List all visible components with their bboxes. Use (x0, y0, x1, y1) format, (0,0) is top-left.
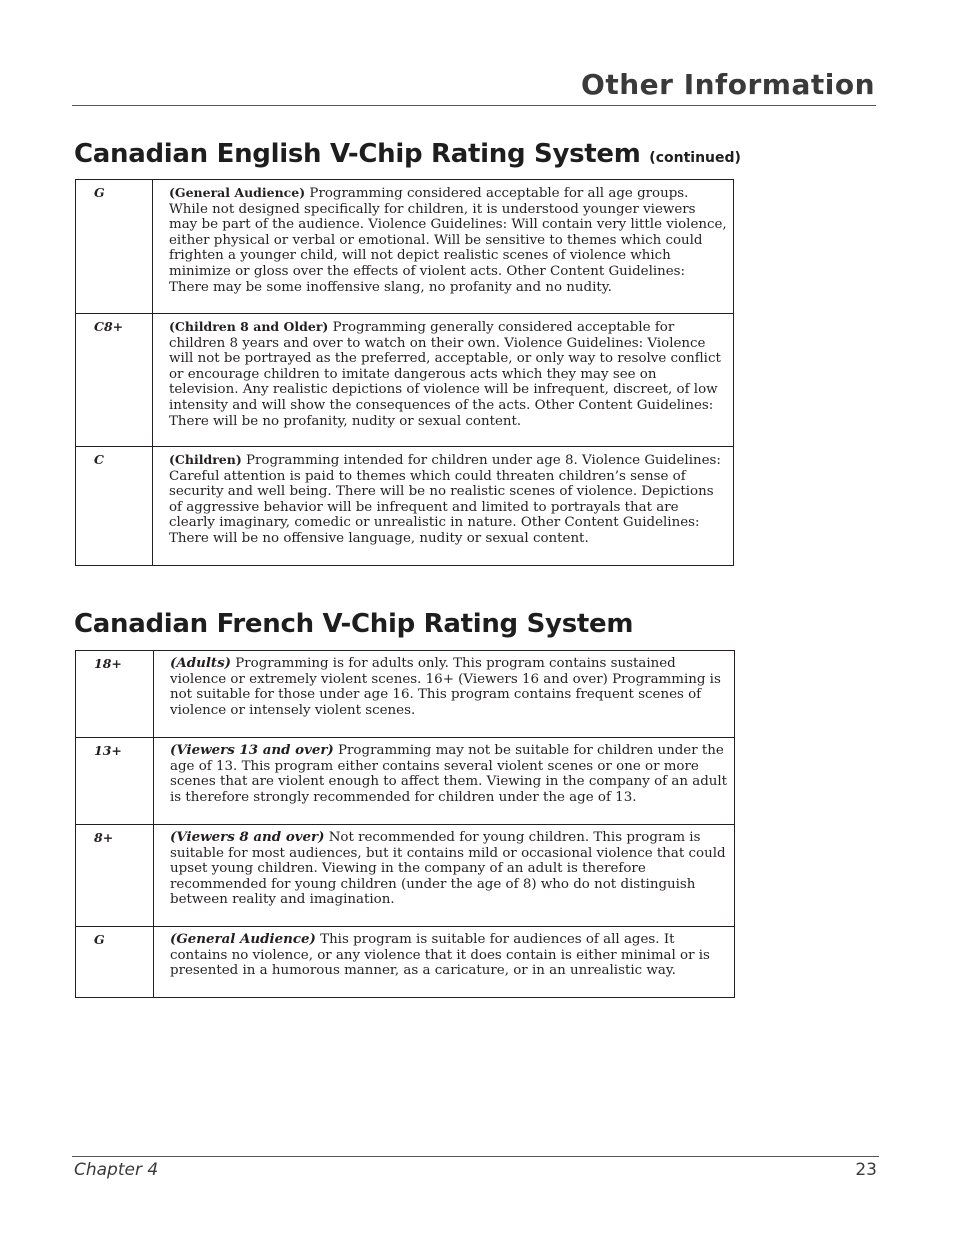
rating-code: G (76, 180, 153, 314)
table-row (76, 825, 735, 927)
rating-text: Programming generally considered acceptable for children 8 years and over to watch on their own. Violence Guidelines: Violence will not be portrayed as the preferred, acceptable, or only way to resolve conflict or encourage children to imitate dangerous acts which they may see on television. Any realistic depictions of violence will be infrequent, discreet, of low intensity and will show the consequences of the acts. Other Content Guidelines: There will be no profanity, nudity or sexual content. (169, 320, 721, 429)
english-title-suffix: (continued) (649, 150, 741, 166)
french-title-text: Canadian French V-Chip Rating System (74, 609, 634, 639)
footer-divider (72, 1156, 879, 1157)
rating-description (153, 314, 734, 447)
rating-lead: (Adults) (170, 655, 231, 671)
table-row (76, 314, 734, 447)
rating-description (154, 651, 735, 738)
rating-lead: (General Audience) (170, 931, 316, 947)
rating-description (154, 927, 735, 998)
rating-description (154, 738, 735, 825)
table-row (76, 180, 734, 314)
table-row (76, 738, 735, 825)
rating-code: 8+ (76, 825, 154, 927)
rating-lead: (Children 8 and Older) (169, 319, 329, 334)
rating-code: C (76, 447, 153, 566)
table-row (76, 927, 735, 998)
rating-text: Not recommended for young children. This program is suitable for most audiences, but it contains mild or occasional violence that could upset young children. Viewing in the company of an adult is therefore recommended for young children (under the age of 8) who do not distinguish between reality and imagination. (170, 830, 726, 908)
french-section-title (74, 609, 633, 639)
table-row (76, 447, 734, 566)
rating-description (153, 447, 734, 566)
rating-text: Programming intended for children under age 8. Violence Guidelines: Careful attention is paid to themes which could threaten children’s sense of security and well being. There will be no realistic scenes of violence. Depictions of aggressive behavior will be infrequent and limited to portrayals that are clearly imaginary, comedic or unrealistic in nature. Other Content Guidelines: There will be no offensive language, nudity or sexual content. (169, 453, 721, 546)
footer-page-number: 23 (855, 1160, 877, 1180)
footer-chapter: Chapter 4 (74, 1160, 159, 1180)
rating-text: Programming is for adults only. This program contains sustained violence or extremely violent scenes. 16+ (Viewers 16 and over) Programming is not suitable for those under age 16. This program contains frequent scenes of violence or intensely violent scenes. (170, 656, 721, 718)
english-title-text: Canadian English V-Chip Rating System (74, 139, 641, 169)
rating-lead: (General Audience) (169, 185, 306, 200)
header-divider (72, 105, 876, 106)
rating-text: Programming considered acceptable for all age groups. While not designed specifically for children, it is understood younger viewers may be part of the audience. Violence Guidelines: Will contain very little violence, either physical or verbal or emotional. Will be sensitive to themes which could frighten a younger child, will not depict realistic scenes of violence which minimize or gloss over the effects of violent acts. Other Content Guidelines: There may be some inoffensive slang, no profanity and no nudity. (169, 186, 727, 295)
english-rating-table (75, 179, 734, 566)
rating-lead: (Children) (169, 452, 242, 467)
rating-text: Programming may not be suitable for children under the age of 13. This program either contains several violent scenes or one or more scenes that are violent enough to affect them. Viewing in the company of an adult is therefore strongly recommended for children under the age of 13. (170, 743, 728, 805)
rating-description (154, 825, 735, 927)
rating-code: G (76, 927, 154, 998)
english-section-title (74, 139, 741, 169)
rating-code: 13+ (76, 738, 154, 825)
rating-lead: (Viewers 13 and over) (170, 742, 334, 758)
rating-code: 18+ (76, 651, 154, 738)
rating-description (153, 180, 734, 314)
page-header-title: Other Information (581, 68, 875, 101)
rating-lead: (Viewers 8 and over) (170, 829, 325, 845)
rating-code: C8+ (76, 314, 153, 447)
french-rating-table (75, 650, 735, 998)
table-row (76, 651, 735, 738)
rating-text: This program is suitable for audiences of all ages. It contains no violence, or any violence that it does contain is either minimal or is presented in a humorous manner, as a caricature, or in an unrealistic way. (170, 932, 710, 979)
